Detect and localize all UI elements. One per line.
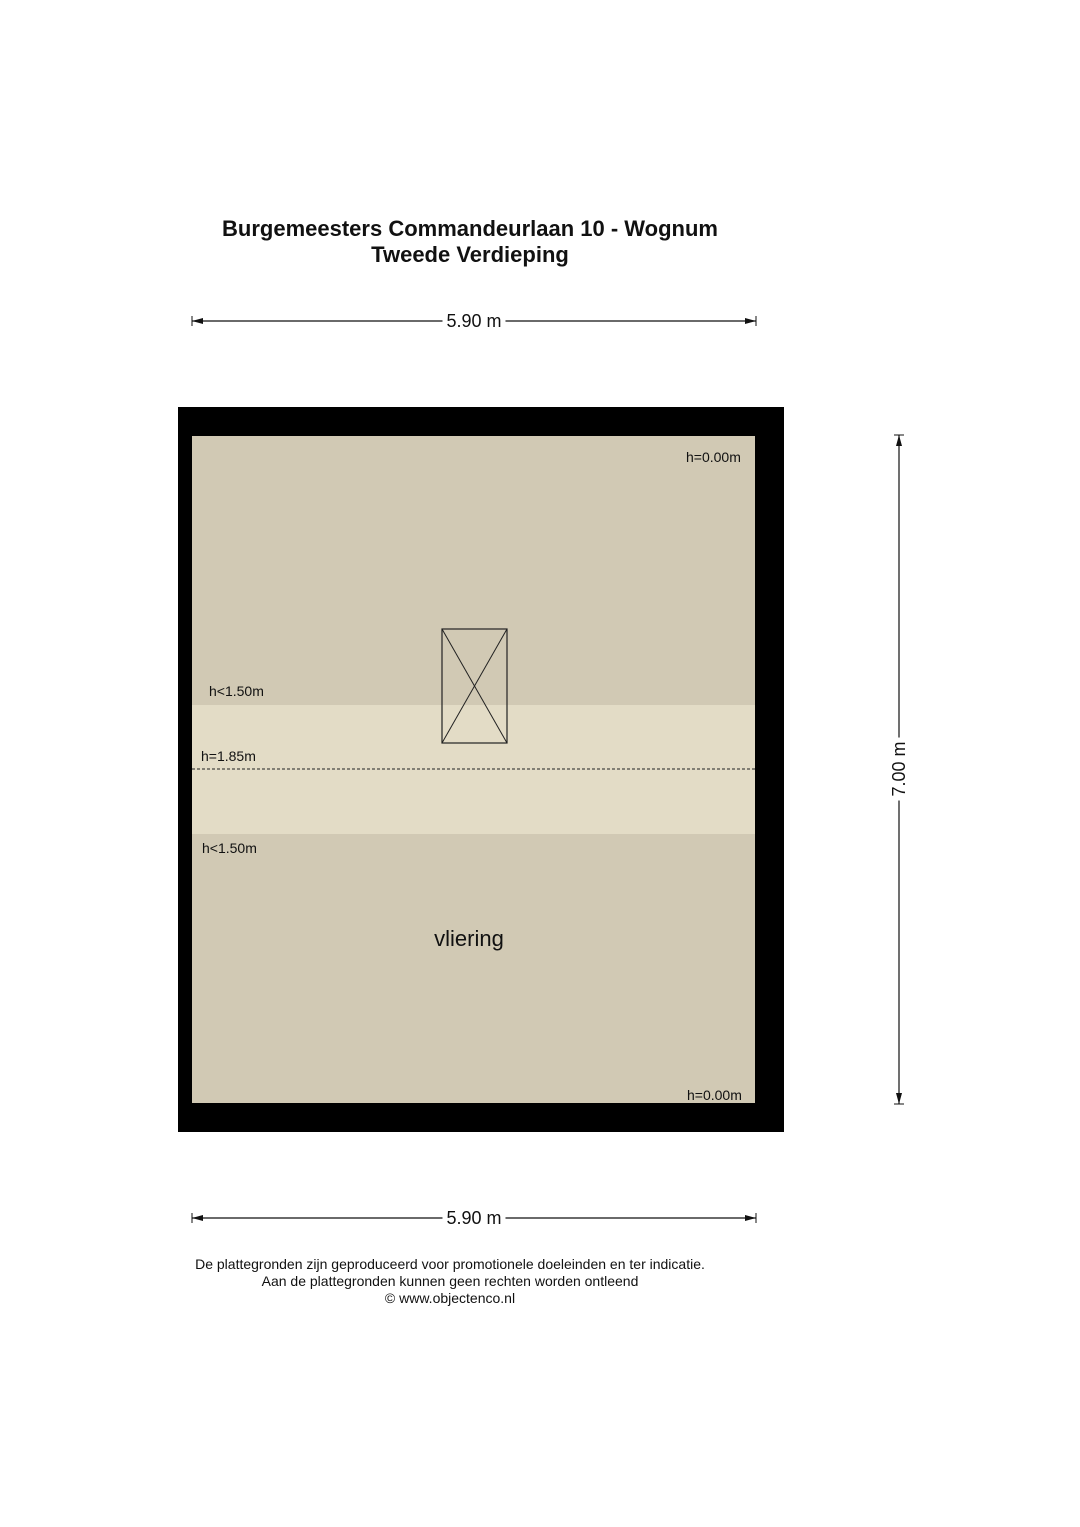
height-label-lower-left: h<1.50m: [202, 840, 257, 856]
height-label-bottom-right: h=0.00m: [687, 1087, 742, 1103]
height-label-top-right: h=0.00m: [686, 449, 741, 465]
room-label: vliering: [434, 926, 504, 951]
dimension-width-top: 5.90 m: [442, 311, 505, 331]
copyright-line: © www.objectenco.nl: [384, 1290, 516, 1306]
page-title: Burgemeesters Commandeurlaan 10 - Wognum: [222, 216, 718, 241]
height-label-ridge: h=1.85m: [201, 748, 256, 764]
floor-zone-upper: [192, 436, 755, 705]
dimension-width-bottom: 5.90 m: [442, 1208, 505, 1228]
floor-name: Tweede Verdieping: [371, 242, 569, 267]
disclaimer-line-1: De plattegronden zijn geproduceerd voor promotionele doeleinden en ter indicatie.: [195, 1256, 705, 1272]
height-label-upper-left: h<1.50m: [209, 683, 264, 699]
dimension-depth-right: 7.00 m: [889, 737, 909, 800]
disclaimer-line-2: Aan de plattegronden kunnen geen rechten worden ontleend: [261, 1273, 639, 1289]
floor-zone-lower: [192, 834, 755, 1103]
